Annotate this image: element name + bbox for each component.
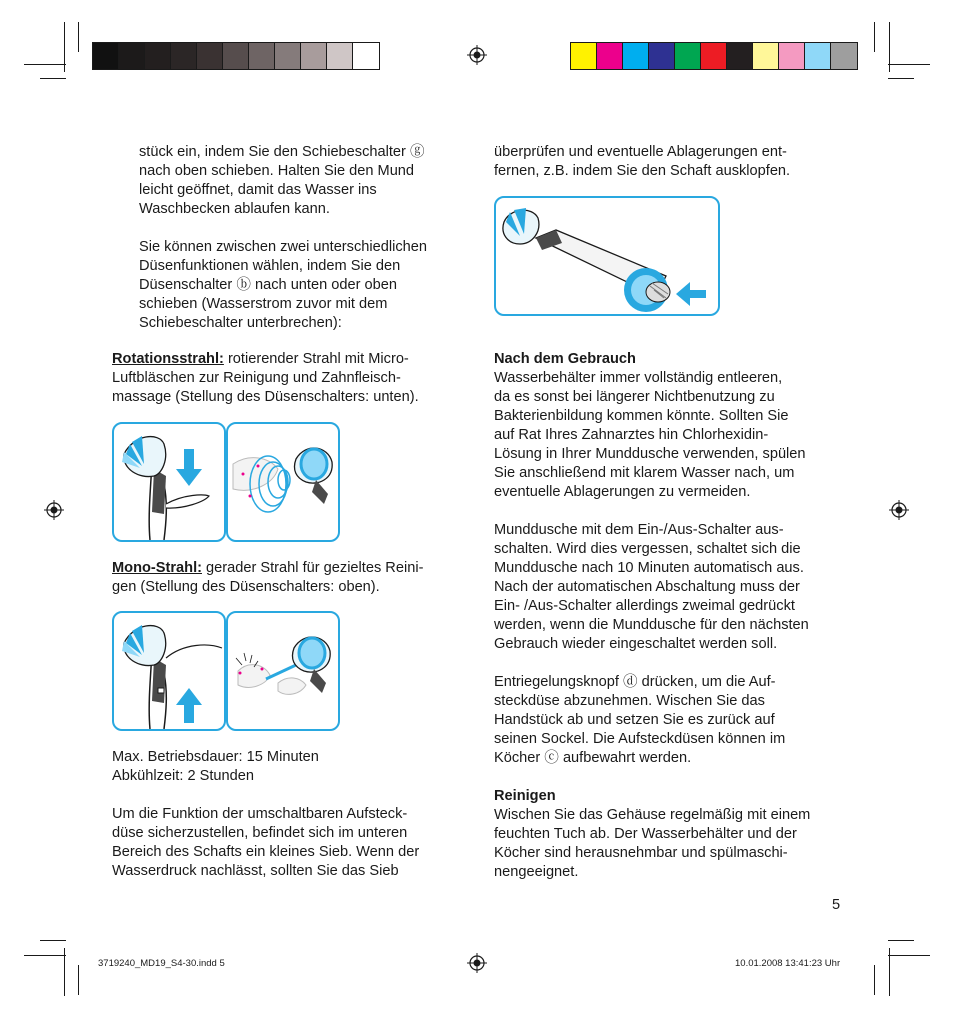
color-swatch — [197, 43, 223, 69]
color-swatch — [145, 43, 171, 69]
right-main-text — [494, 350, 854, 882]
text-line: eventuelle Ablagerungen zu vermeiden. — [494, 484, 751, 500]
text-line: Düsenschalter ⓑ nach unten oder oben — [139, 277, 397, 293]
color-swatch — [171, 43, 197, 69]
color-swatch — [249, 43, 275, 69]
text-line: Gebrauch wieder eingeschaltet werden soll. — [494, 636, 778, 652]
cleaning-heading: Reinigen — [494, 788, 556, 804]
color-swatch — [831, 43, 857, 69]
text-line: gerader Strahl für gezieltes Reini- — [201, 560, 424, 576]
text-line: nengeeignet. — [494, 864, 579, 880]
crop-mark — [874, 22, 875, 52]
text-line: fernen, z.B. indem Sie den Schaft ausklopfen. — [494, 163, 791, 179]
text-line: Max. Betriebsdauer: 15 Minuten — [112, 749, 319, 765]
text-line: gen (Stellung des Düsenschalters: oben). — [112, 579, 380, 595]
color-swatch — [701, 43, 727, 69]
rotation-jet-figure-spray — [226, 422, 340, 542]
text-line: Köcher ⓒ aufbewahrt werden. — [494, 750, 692, 766]
text-line: schieben (Wasserstrom zuvor mit dem — [139, 296, 388, 312]
crop-mark — [888, 78, 914, 79]
crop-mark — [24, 955, 66, 956]
text-line: auf Rat Ihres Zahnarztes hin Chlorhexidin- — [494, 427, 769, 443]
right-top-text — [494, 143, 854, 181]
nozzle-filter-figure — [494, 196, 720, 316]
text-line: Sie anschließend mit klarem Wasser nach, um — [494, 465, 795, 481]
color-swatch — [301, 43, 327, 69]
color-swatch — [223, 43, 249, 69]
color-swatch — [753, 43, 779, 69]
color-swatch — [727, 43, 753, 69]
color-swatch — [805, 43, 831, 69]
color-swatch — [597, 43, 623, 69]
text-line: massage (Stellung des Düsenschalters: unten). — [112, 389, 419, 405]
color-swatch — [675, 43, 701, 69]
color-swatch — [649, 43, 675, 69]
page-number: 5 — [832, 897, 841, 913]
left-intro-text — [139, 143, 469, 333]
mono-jet-figure-handle — [112, 611, 226, 731]
rotation-jet-figure-handle — [112, 422, 226, 542]
text-line: Wasserdruck nachlässt, sollten Sie das Sieb — [112, 863, 399, 879]
text-line: Munddusche mit dem Ein-/Aus-Schalter aus- — [494, 522, 784, 538]
text-line: Köcher sind herausnehmbar und spülmaschi- — [494, 845, 788, 861]
color-swatch — [327, 43, 353, 69]
rotation-jet-section — [112, 350, 472, 407]
text-line: düse sicherzustellen, befindet sich im unteren — [112, 825, 408, 841]
crop-mark — [888, 64, 930, 65]
mono-jet-section — [112, 559, 472, 597]
text-line: Schiebeschalter unterbrechen): — [139, 315, 342, 331]
crop-mark — [78, 22, 79, 52]
mono-jet-label: Mono-Strahl: — [112, 560, 202, 576]
text-line: Waschbecken ablaufen kann. — [139, 201, 330, 217]
rotation-jet-label: Rotationsstrahl: — [112, 351, 224, 367]
text-line: Düsenfunktionen wählen, indem Sie den — [139, 258, 401, 274]
color-swatch — [93, 43, 119, 69]
process-color-bar — [570, 42, 858, 70]
registration-mark-icon — [44, 500, 64, 520]
left-lower-text — [112, 748, 472, 881]
crop-mark — [40, 940, 66, 941]
color-swatch — [571, 43, 597, 69]
text-line: Wischen Sie das Gehäuse regelmäßig mit einem — [494, 807, 811, 823]
text-line: Munddusche nach 10 Minuten automatisch aus. — [494, 560, 804, 576]
text-line: nach oben schieben. Halten Sie den Mund — [139, 163, 415, 179]
text-line: Abkühlzeit: 2 Stunden — [112, 768, 254, 784]
color-swatch — [623, 43, 649, 69]
crop-mark — [78, 965, 79, 995]
after-use-heading: Nach dem Gebrauch — [494, 351, 636, 367]
text-line: werden, wenn die Munddusche für den nächsten — [494, 617, 809, 633]
gray-color-bar — [92, 42, 380, 70]
text-line: Bakterienbildung kommen könnte. Sollten Sie — [494, 408, 789, 424]
text-line: Wasserbehälter immer vollständig entleeren, — [494, 370, 783, 386]
text-line: Nach der automatischen Abschaltung muss der — [494, 579, 800, 595]
text-line: Entriegelungsknopf ⓓ drücken, um die Auf- — [494, 674, 776, 690]
crop-mark — [24, 64, 66, 65]
text-line: Bereich des Schafts ein kleines Sieb. Wenn der — [112, 844, 420, 860]
text-line: seinen Sockel. Die Aufsteckdüsen können im — [494, 731, 786, 747]
registration-mark-icon — [467, 45, 487, 65]
text-line: Lösung in Ihrer Munddusche verwenden, spülen — [494, 446, 806, 462]
crop-mark — [874, 965, 875, 995]
text-line: Handstück ab und setzen Sie es zurück auf — [494, 712, 775, 728]
text-line: rotierender Strahl mit Micro- — [223, 351, 409, 367]
crop-mark — [888, 955, 930, 956]
text-line: Um die Funktion der umschaltbaren Aufsteck- — [112, 806, 408, 822]
crop-mark — [888, 940, 914, 941]
text-line: Sie können zwischen zwei unterschiedlichen — [139, 239, 427, 255]
color-swatch — [275, 43, 301, 69]
color-swatch — [353, 43, 379, 69]
text-line: schalten. Wird dies vergessen, schaltet sich die — [494, 541, 801, 557]
color-swatch — [779, 43, 805, 69]
text-line: Ein- /Aus-Schalter allerdings zweimal gedrückt — [494, 598, 795, 614]
crop-mark — [40, 78, 66, 79]
registration-mark-icon — [467, 953, 487, 973]
text-line: steckdüse abzunehmen. Wischen Sie das — [494, 693, 765, 709]
text-line: leicht geöffnet, damit das Wasser ins — [139, 182, 377, 198]
text-line: da es sonst bei längerer Nichtbenutzung zu — [494, 389, 775, 405]
mono-jet-figure-spray — [226, 611, 340, 731]
footer-file-info: 3719240_MD19_S4-30.indd 5 — [98, 958, 225, 969]
color-swatch — [119, 43, 145, 69]
registration-mark-icon — [889, 500, 909, 520]
text-line: Luftbläschen zur Reinigung und Zahnfleisch- — [112, 370, 401, 386]
text-line: feuchten Tuch ab. Der Wasserbehälter und der — [494, 826, 797, 842]
footer-timestamp: 10.01.2008 13:41:23 Uhr — [735, 958, 841, 969]
text-line: überprüfen und eventuelle Ablagerungen ent- — [494, 144, 787, 160]
text-line: stück ein, indem Sie den Schiebeschalter ⓖ — [139, 144, 425, 160]
